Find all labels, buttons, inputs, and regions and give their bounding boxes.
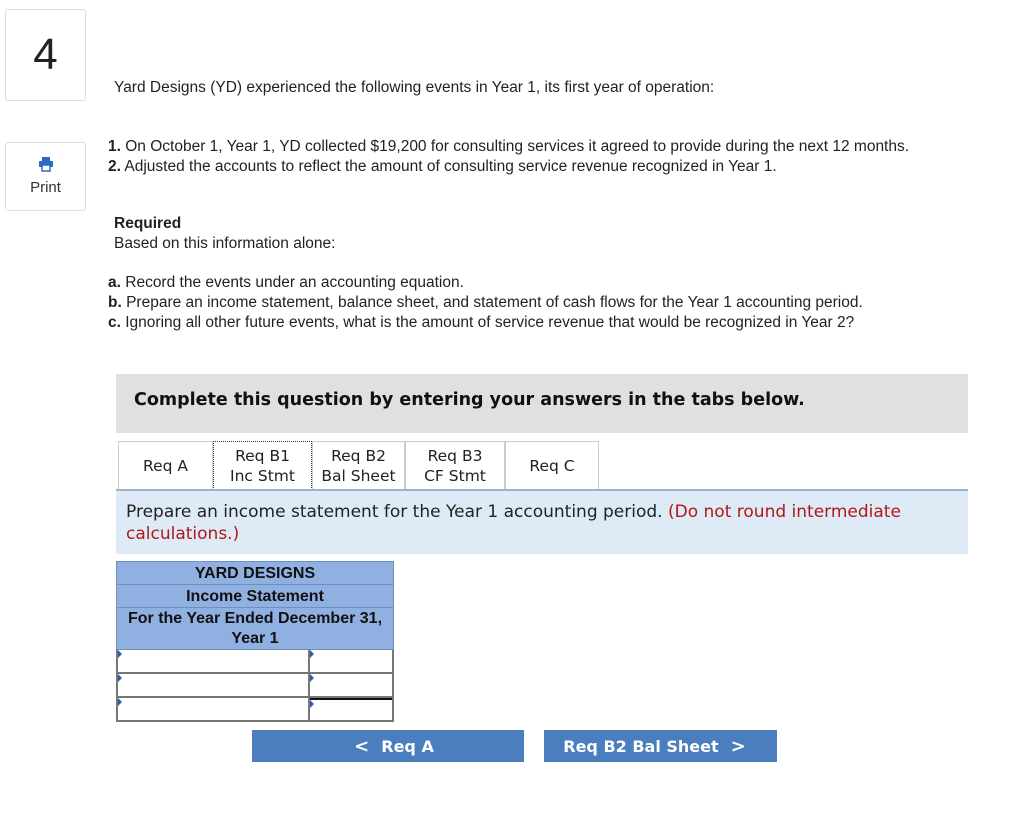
tab-label: Req C — [529, 456, 575, 475]
instructions-banner: Complete this question by entering your answers in the tabs below. — [116, 374, 968, 433]
statement-title: Income Statement — [116, 585, 394, 608]
line-item-label-input[interactable] — [118, 674, 308, 696]
list-item — [108, 157, 909, 177]
item-text: Record the events under an accounting equation. — [125, 274, 464, 291]
tab-sublabel: CF Stmt — [424, 466, 486, 485]
tab-req-b1[interactable] — [213, 441, 312, 490]
tab-label: Req A — [143, 456, 188, 475]
required-subtext: Based on this information alone: — [114, 235, 336, 252]
printer-icon — [38, 156, 54, 177]
item-letter: b. — [108, 294, 122, 311]
line-item-label-input[interactable] — [118, 650, 308, 672]
tab-label: Req B3 — [427, 446, 483, 465]
list-item — [108, 137, 909, 157]
tab-req-c[interactable] — [505, 441, 599, 490]
instruction-text: Prepare an income statement for the Year 1 accounting period. — [126, 502, 663, 522]
required-heading: Required — [114, 215, 182, 232]
tab-label: Req B1 — [235, 446, 290, 465]
print-button[interactable] — [5, 142, 86, 211]
question-number: 4 — [5, 9, 86, 101]
item-text: Prepare an income statement, balance sheet, and statement of cash flows for the Year 1 accounting period. — [126, 294, 863, 311]
table-row — [116, 650, 394, 674]
statement-period: For the Year Ended December 31, Year 1 — [116, 608, 394, 650]
line-item-amount-input[interactable] — [310, 674, 392, 696]
item-number: 1. — [108, 138, 121, 155]
item-text: On October 1, Year 1, YD collected $19,200 for consulting services it agreed to provide during the next 12 months. — [125, 138, 910, 155]
item-letter: c. — [108, 314, 121, 331]
parts-list — [108, 273, 863, 333]
next-button-label: Req B2 Bal Sheet — [563, 736, 719, 756]
list-item — [108, 273, 863, 293]
prev-button-label: Req A — [381, 736, 434, 756]
tab-sublabel: Inc Stmt — [230, 466, 295, 485]
item-letter: a. — [108, 274, 121, 291]
statement-company: YARD DESIGNS — [116, 561, 394, 585]
list-item — [108, 313, 863, 333]
tab-req-a[interactable] — [118, 441, 213, 490]
chevron-right-icon: > — [730, 735, 746, 757]
events-list — [108, 137, 909, 177]
table-row — [116, 698, 394, 722]
tab-bar — [118, 441, 599, 490]
tab-req-b2[interactable] — [312, 441, 405, 490]
income-statement — [116, 561, 394, 722]
tab-instruction — [116, 491, 968, 554]
item-text: Ignoring all other future events, what is the amount of service revenue that would be recognized in Year 2? — [125, 314, 855, 331]
item-text: Adjusted the accounts to reflect the amount of consulting service revenue recognized in Year 1. — [124, 158, 777, 175]
table-row — [116, 674, 394, 698]
print-label: Print — [30, 179, 61, 196]
tab-sublabel: Bal Sheet — [321, 466, 396, 485]
line-item-amount-input[interactable] — [310, 650, 392, 672]
problem-intro: Yard Designs (YD) experienced the following events in Year 1, its first year of operation: — [114, 79, 715, 96]
list-item — [108, 293, 863, 313]
tab-req-b3[interactable] — [405, 441, 505, 490]
line-item-label-input[interactable] — [118, 698, 308, 720]
prev-req-a-button[interactable] — [252, 730, 524, 762]
instruction-note: (Do not round intermediate calculations.) — [126, 502, 901, 544]
next-req-b2-button[interactable] — [544, 730, 777, 762]
item-number: 2. — [108, 158, 121, 175]
line-item-amount-input[interactable] — [310, 700, 392, 720]
chevron-left-icon: < — [354, 735, 370, 757]
tab-label: Req B2 — [331, 446, 386, 465]
